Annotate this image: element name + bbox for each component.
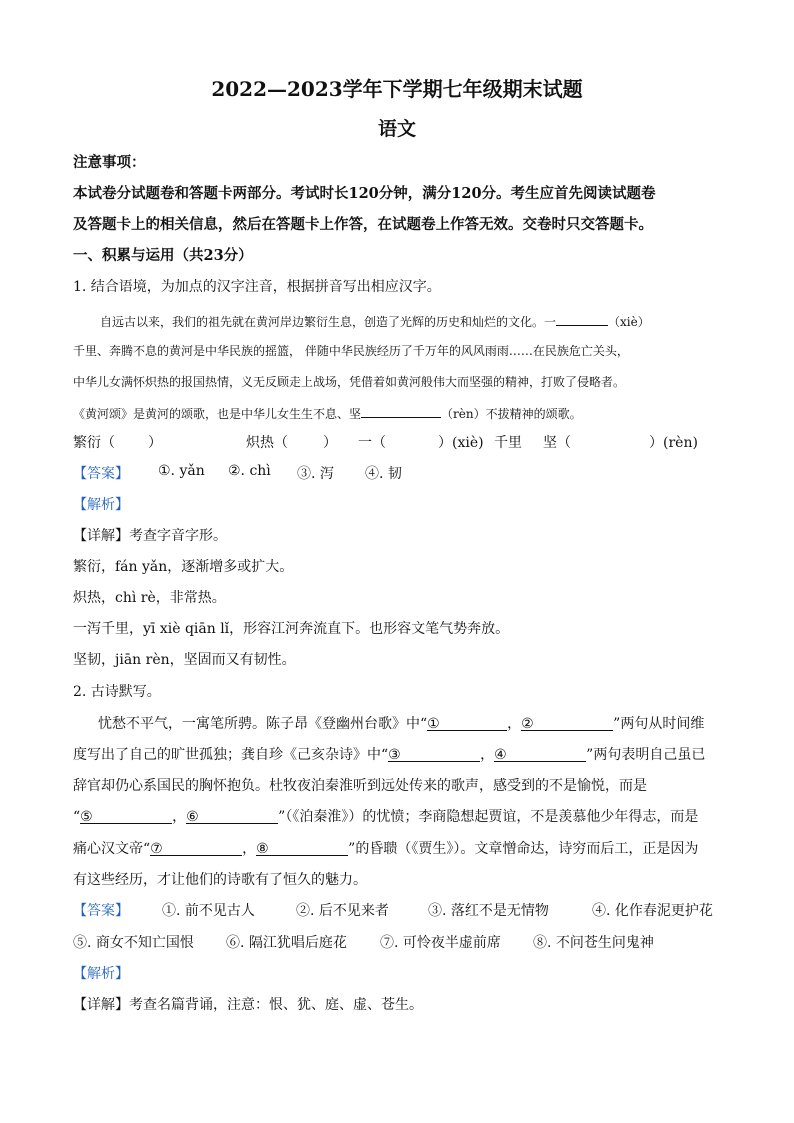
q1-detail: 【详解】考查字音字形。	[73, 528, 227, 544]
q2-answer-label: 【答案】	[73, 903, 129, 919]
blank-7[interactable]	[150, 841, 242, 856]
q1-note-1: 繁衍，fán yǎn，逐渐增多或扩大。	[73, 559, 294, 575]
q2-text: ”（《泊秦淮》）的忧愤；李商隐想起贾谊，不是羡慕他少年得志，而是	[278, 809, 699, 825]
q2-analysis-label: 【解析】	[73, 966, 129, 982]
notice-heading: 注意事项：	[73, 154, 146, 171]
q2-text: ，	[242, 841, 257, 857]
q1-passage-line-1	[100, 311, 650, 330]
blank-2[interactable]	[521, 716, 613, 731]
q2-answer-8: ⑧. 不问苍生问鬼神	[533, 935, 654, 951]
q2-answer-4: ④. 化作春泥更护花	[592, 903, 713, 919]
q1-note-3: 一泻千里，yī xiè qiān lǐ，形容江河奔流直下。也形容文笔气势奔放。	[73, 621, 510, 637]
q1-passage-line-4	[73, 403, 582, 422]
q2-line-6: 有这些经历，才让他们的诗歌有了恒久的魅力。	[73, 872, 367, 888]
blank-1[interactable]	[427, 716, 507, 731]
q2-text: 痛心汉文帝“	[73, 841, 151, 857]
exam-title: 2022—2023学年下学期七年级期末试题	[211, 77, 583, 101]
blank-marker: ②	[521, 716, 534, 732]
q2-answer-3: ③. 落红不是无情物	[428, 903, 549, 919]
q2-answer-2: ②. 后不见来者	[296, 903, 389, 919]
blank-chire-close: ）	[323, 435, 337, 451]
q2-answer-7: ⑦. 可怜夜半虚前席	[380, 935, 501, 951]
blank-5[interactable]	[80, 809, 172, 824]
q2-line-1	[98, 713, 704, 733]
q2-text: “	[73, 809, 81, 825]
q1-answer-2: ②. chì	[228, 463, 271, 479]
blank-marker: ④	[494, 747, 507, 763]
blank-xie-tail: 千里	[494, 435, 522, 451]
notice-line-2: 及答题卡上的相关信息，然后在答题卡上作答，在试题卷上作答无效。交卷时只交答题卡。	[73, 216, 653, 233]
blank-line	[556, 311, 608, 326]
blank-marker: ⑤	[80, 809, 93, 825]
q1-note-2: 炽热，chì rè，非常热。	[73, 590, 226, 606]
q1-passage-line-3: 中华儿女满怀炽热的报国热情，义无反顾走上战场，凭借着如黄河般伟大而坚强的精神，打败了侵略者。	[73, 375, 626, 389]
q2-text: ，	[172, 809, 187, 825]
q2-text: ，	[507, 716, 522, 732]
q1-analysis-label: 【解析】	[73, 497, 129, 513]
blank-4[interactable]	[494, 747, 586, 762]
blank-marker: ⑥	[186, 809, 199, 825]
q1-pinyin-xie: （xiè）	[608, 315, 650, 329]
q1-stem: 1. 结合语境，为加点的汉字注音，根据拼音写出相应汉字。	[73, 279, 441, 295]
blank-3[interactable]	[388, 747, 480, 762]
q2-line-4	[73, 806, 698, 826]
q2-text: ，	[480, 747, 495, 763]
subject-title: 语文	[377, 118, 416, 140]
blank-ren-close: ）(rèn)	[649, 435, 698, 451]
q1-note-4: 坚韧，jiān rèn，坚固而又有韧性。	[73, 652, 296, 668]
section-heading-1: 一、积累与运用（共23分）	[73, 247, 253, 264]
blank-fanyan-close: ）	[148, 435, 162, 451]
q2-detail: 【详解】考查名篇背诵，注意：恨、犹、庭、虚、苍生。	[73, 997, 423, 1013]
q2-text: 度写出了自己的旷世孤独；龚自珍《己亥杂诗》中“	[73, 747, 389, 763]
q2-answer-1: ①. 前不见古人	[162, 903, 255, 919]
q1-passage-text: 自远古以来，我们的祖先就在黄河岸边繁衍生息，创造了光辉的历史和灿烂的文化。一	[100, 315, 557, 329]
blank-chire[interactable]: 炽热（	[246, 435, 288, 451]
q1-answer-label: 【答案】	[73, 466, 129, 482]
blank-marker: ⑧	[256, 841, 269, 857]
blank-line	[361, 403, 441, 418]
q2-line-5	[73, 838, 698, 858]
blank-marker: ①	[427, 716, 440, 732]
blank-8[interactable]	[256, 841, 348, 856]
q1-passage-text: 《黄河颂》是黄河的颂歌，也是中华儿女生生不息、坚	[73, 407, 362, 421]
notice-line-1: 本试卷分试题卷和答题卡两部分。考试时长120分钟，满分120分。考生应首先阅读试题卷	[73, 185, 656, 202]
q2-line-2	[73, 744, 705, 764]
blank-marker: ⑦	[150, 841, 163, 857]
blank-xie[interactable]: 一（	[358, 435, 386, 451]
q2-answer-5: ⑤. 商女不知亡国恨	[73, 935, 194, 951]
q1-pinyin-ren: （rèn）不拔精神的颂歌。	[441, 407, 582, 421]
blank-6[interactable]	[186, 809, 278, 824]
q1-passage-line-2: 千里、奔腾不息的黄河是中华民族的摇篮， 伴随中华民族经历了千万年的风风雨雨……在民族危亡关头，	[73, 344, 629, 358]
q2-text: 忧愁不平气，一寓笔所骋。陈子昂《登幽州台歌》中“	[98, 716, 428, 732]
q2-stem: 2. 古诗默写。	[73, 684, 161, 700]
blank-ren[interactable]: 坚（	[543, 435, 571, 451]
blank-xie-close: ）(xiè)	[438, 435, 484, 451]
blank-marker: ③	[388, 747, 401, 763]
q2-answer-6: ⑥. 隔江犹唱后庭花	[226, 935, 347, 951]
q1-answer-1: ①. yǎn	[158, 463, 205, 479]
q1-answer-3: ③. 泻	[297, 466, 334, 482]
q2-text: ”两句从时间维	[613, 716, 705, 732]
q2-text: ”的昏聩（《贾生》）。文章憎命达，诗穷而后工，正是因为	[348, 841, 699, 857]
q2-line-3: 辞官却仍心系国民的胸怀抱负。杜牧夜泊秦淮听到远处传来的歌声，感受到的不是愉悦，而是	[73, 778, 647, 794]
blank-fanyan[interactable]: 繁衍（	[73, 435, 115, 451]
q2-text: ”两句表明自己虽已	[586, 747, 706, 763]
q1-answer-4: ④. 韧	[365, 466, 402, 482]
